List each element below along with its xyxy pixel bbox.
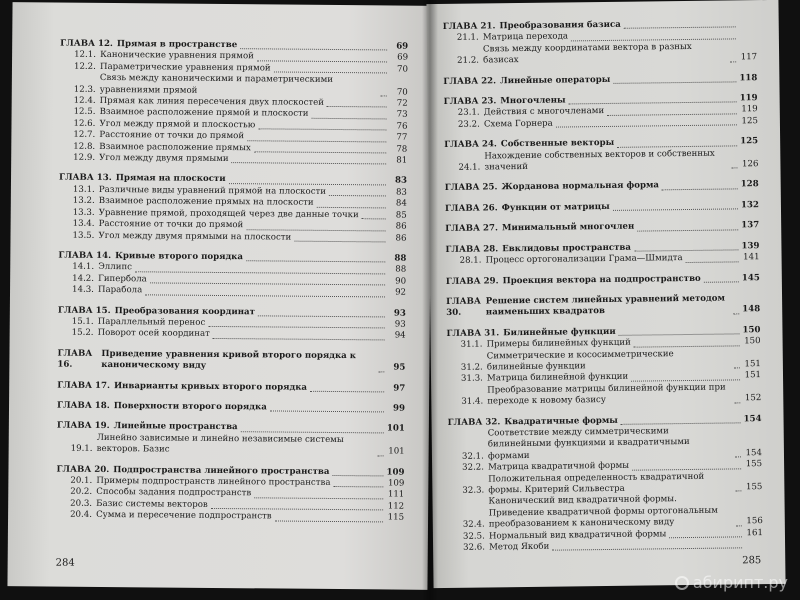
toc-leader-dots: [734, 402, 740, 403]
toc-leader-dots: [254, 497, 383, 499]
toc-leader-dots: [736, 525, 742, 526]
toc-entry-number: 23.2.: [457, 119, 480, 130]
toc-entry-page: 97: [393, 383, 406, 394]
toc-entry-number: ГЛАВА 25.: [444, 182, 498, 194]
toc-entry-number: ГЛАВА 29.: [445, 275, 499, 287]
toc-leader-dots: [254, 151, 386, 153]
toc-entry-number: ГЛАВА 15.: [57, 305, 111, 316]
toc-leader-dots: [734, 368, 740, 369]
toc-entry-page: 69: [396, 41, 409, 52]
toc-entry-page: 73: [396, 109, 408, 121]
toc-chapter: [446, 273, 760, 288]
toc-leader-dots: [731, 168, 737, 169]
toc-leader-dots: [145, 294, 385, 297]
toc-entry-title: Нахождение собственных векторов и собственных значений: [484, 148, 715, 173]
toc-leader-dots: [730, 61, 736, 62]
toc-entry-number: 14.1.: [72, 262, 95, 273]
toc-entry-title: Действия с многочленами: [483, 106, 605, 118]
watermark: [675, 573, 788, 592]
toc-leader-dots: [257, 60, 387, 62]
toc-entry-number: 13.5.: [72, 230, 95, 241]
toc-chapter: [446, 293, 760, 320]
toc-section: [58, 328, 406, 342]
toc-leader-dots: [669, 536, 742, 538]
toc-left: [56, 39, 408, 525]
toc-leader-dots: [240, 49, 387, 51]
toc-entry-number: 12.1.: [74, 50, 97, 61]
toc-leader-dots: [607, 113, 737, 116]
toc-section: [58, 230, 406, 244]
toc-entry-page: 111: [387, 489, 405, 501]
toc-leader-dots: [232, 163, 387, 165]
toc-entry-number: 15.2.: [71, 328, 94, 339]
toc-entry-title: Базис системы векторов: [96, 498, 208, 510]
toc-entry-title: Взаимное расположение прямых: [99, 141, 251, 153]
toc-leader-dots: [686, 261, 739, 263]
toc-entry-title: Решение систем линейных уравнений методом наименьших квадратов: [485, 293, 725, 318]
toc-entry-number: 32.4.: [462, 519, 485, 530]
toc-leader-dots: [634, 249, 738, 251]
toc-entry-title: Расстояние от точки до прямой: [99, 130, 245, 142]
toc-entry-page: 109: [387, 478, 405, 489]
toc-entry-page: 70: [396, 87, 408, 98]
toc-entry-title: Линейные операторы: [500, 74, 611, 86]
toc-chapter: [57, 401, 405, 415]
toc-leader-dots: [329, 195, 386, 196]
toc-entry-title: Линейные пространства: [113, 421, 238, 433]
toc-leader-dots: [378, 371, 384, 372]
toc-entry-number: ГЛАВА 20.: [56, 464, 110, 475]
toc-entry-title: Жорданова нормальная форма: [501, 180, 660, 193]
toc-entry-page: 154: [745, 447, 763, 459]
toc-entry-page: 93: [394, 319, 406, 330]
book-spine-shadow: [422, 0, 438, 600]
toc-entry-title: Прямая в пространстве: [116, 39, 238, 51]
toc-entry-title: Нормальный вид квадратичной формы: [488, 528, 667, 542]
toc-entry-page: 161: [746, 527, 763, 538]
toc-entry-page: 117: [740, 52, 758, 63]
toc-entry-page: 152: [744, 393, 762, 404]
toc-entry-number: ГЛАВА 31.: [446, 328, 500, 339]
toc-entry-number: ГЛАВА 14.: [58, 250, 112, 261]
toc-section: [56, 510, 404, 524]
toc-section: [58, 285, 406, 299]
toc-entry-page: 115: [387, 512, 405, 523]
toc-leader-dots: [617, 145, 737, 147]
toc-entry-title: Минимальный многочлен: [501, 221, 635, 234]
toc-leader-dots: [246, 261, 385, 263]
toc-entry-title: Преобразование матрицы билинейной функции при переходе к новому базису: [487, 382, 726, 407]
toc-entry-number: 24.1.: [458, 162, 481, 173]
toc-section: [447, 348, 761, 375]
toc-leader-dots: [631, 379, 740, 381]
toc-leader-dots: [311, 118, 386, 120]
toc-entry-number: 23.1.: [457, 107, 480, 119]
toc-entry-page: 125: [741, 115, 758, 127]
toc-chapter: [57, 380, 405, 394]
toc-leader-dots: [310, 391, 384, 393]
toc-entry-number: 12.2.: [73, 61, 96, 72]
toc-entry-number: 31.3.: [460, 373, 483, 385]
toc-entry-title: Прямая как линия пересечения двух плоскостей: [99, 95, 325, 108]
toc-leader-dots: [637, 229, 738, 231]
toc-entry-page: 77: [396, 132, 408, 143]
toc-leader-dots: [624, 27, 736, 29]
toc-entry-number: 32.5.: [462, 531, 485, 542]
toc-leader-dots: [662, 188, 738, 190]
toc-entry-number: 31.4.: [461, 396, 484, 407]
toc-entry-number: ГЛАВА 26.: [444, 203, 498, 214]
toc-section: [57, 432, 405, 458]
toc-entry-page: 99: [393, 403, 406, 414]
toc-entry-title: Параллельный перенос: [97, 316, 206, 328]
toc-section: [448, 425, 762, 463]
toc-entry-number: ГЛАВА 13.: [58, 173, 112, 184]
toc-entry-title: Матрица квадратичной формы: [488, 460, 630, 473]
toc-leader-dots: [246, 229, 385, 231]
toc-entry-page: 88: [395, 264, 407, 275]
toc-entry-title: Матрица перехода: [482, 31, 569, 43]
toc-entry-number: ГЛАВА 23.: [443, 96, 497, 108]
toc-entry-number: 20.3.: [70, 498, 93, 509]
toc-entry-page: 78: [396, 144, 408, 155]
page-number-left: 284: [55, 557, 75, 569]
toc-entry-page: 88: [394, 253, 407, 264]
toc-entry-page: 70: [397, 64, 409, 75]
toc-entry-page: 156: [746, 516, 763, 527]
toc-entry-page: 154: [743, 413, 762, 424]
toc-entry-title: Приведение уравнения кривой второго порядка к каноническому виду: [101, 348, 356, 372]
toc-entry-page: 145: [741, 272, 760, 283]
toc-chapter: [445, 180, 759, 195]
toc-leader-dots: [208, 326, 384, 329]
toc-entry-page: 93: [393, 308, 406, 319]
toc-entry-number: 12.6.: [73, 118, 96, 129]
toc-entry-number: 20.4.: [70, 509, 93, 521]
toc-entry-page: 155: [745, 459, 763, 470]
toc-entry-page: 137: [741, 220, 760, 231]
toc-entry-title: Сумма и пересечение подпространств: [96, 510, 272, 522]
toc-entry-page: 85: [395, 210, 407, 221]
toc-entry-page: 139: [741, 240, 760, 252]
toc-section: [444, 116, 758, 131]
toc-entry-page: 151: [744, 370, 762, 381]
toc-entry-title: Поверхности второго порядка: [113, 401, 267, 413]
toc-entry-number: 21.1.: [456, 32, 479, 44]
toc-entry-title: Эллипс: [98, 262, 133, 273]
toc-entry-title: Инварианты кривых второго порядка: [113, 380, 308, 393]
toc-section: [447, 382, 761, 409]
toc-entry-page: 84: [395, 198, 407, 209]
toc-entry-number: 12.8.: [73, 141, 96, 152]
toc-entry-number: ГЛАВА 28.: [445, 244, 499, 255]
toc-entry-number: 32.3.: [462, 485, 485, 496]
toc-entry-title: Примеры билинейных функций: [486, 337, 631, 350]
toc-section: [449, 539, 763, 554]
toc-entry-title: Взаимное расположение прямых на плоскости: [98, 196, 314, 209]
toc-leader-dots: [735, 457, 741, 458]
toc-entry-number: 12.3.: [73, 84, 96, 95]
toc-chapter: [445, 220, 759, 235]
toc-leader-dots: [294, 241, 385, 243]
toc-entry-page: 95: [393, 362, 406, 373]
toc-entry-page: 132: [740, 200, 759, 211]
toc-entry-title: Преобразования координат: [114, 305, 256, 317]
toc-entry-title: Различные виды уравнений прямой на плоскости: [98, 184, 327, 197]
toc-entry-page: 86: [395, 221, 407, 232]
toc-entry-number: 12.5.: [73, 107, 96, 118]
toc-entry-page: 112: [387, 501, 405, 512]
toc-leader-dots: [621, 422, 741, 424]
toc-chapter: [57, 348, 405, 374]
toc-entry-number: 32.2.: [462, 462, 485, 473]
toc-entry-page: 101: [388, 446, 405, 457]
toc-leader-dots: [733, 313, 739, 314]
toc-entry-title: Симметрические и кососимметрические билинейные функции: [486, 348, 674, 373]
toc-leader-dots: [211, 508, 383, 511]
toc-right: [443, 18, 763, 554]
toc-entry-number: ГЛАВА 19.: [56, 420, 110, 432]
page-number-right: 285: [742, 555, 762, 567]
toc-entry-page: 92: [395, 287, 407, 298]
toc-entry-number: 28.1.: [459, 255, 482, 266]
toc-entry-title: Угол между двумя прямыми: [99, 153, 229, 165]
toc-entry-page: 94: [394, 330, 406, 341]
toc-entry-page: 101: [386, 423, 405, 434]
toc-entry-number: 12.7.: [73, 129, 96, 141]
toc-entry-page: 119: [741, 104, 758, 115]
toc-entry-title: Канонический вид квадратичной формы. Приведение квадратичной формы ортогональным преобразованием к каноническому виду: [488, 494, 718, 530]
toc-entry-title: Квадратичные формы: [504, 415, 618, 427]
toc-entry-page: 119: [739, 93, 758, 104]
toc-entry-page: 86: [395, 233, 407, 244]
toc-entry-number: 13.4.: [72, 218, 95, 229]
toc-leader-dots: [241, 431, 384, 433]
toc-entry-number: ГЛАВА 21.: [442, 21, 496, 32]
toc-leader-dots: [632, 468, 741, 470]
toc-section: [444, 148, 758, 175]
toc-entry-number: 20.1.: [70, 475, 93, 486]
toc-leader-dots: [619, 333, 740, 335]
toc-leader-dots: [317, 207, 386, 209]
toc-entry-page: 90: [395, 276, 407, 287]
toc-entry-page: 118: [739, 72, 758, 83]
toc-entry-page: 81: [396, 155, 408, 166]
toc-entry-title: Собственные векторы: [500, 138, 615, 150]
toc-entry-title: Поворот осей координат: [97, 328, 210, 340]
toc-leader-dots: [378, 455, 384, 456]
toc-entry-number: ГЛАВА 18.: [56, 400, 110, 412]
toc-entry-title: Прямая на плоскости: [115, 173, 226, 185]
toc-entry-title: Связь между координатами вектора в разных базисах: [482, 41, 692, 66]
toc-entry-number: 32.1.: [461, 451, 484, 462]
toc-entry-number: ГЛАВА 24.: [444, 139, 497, 151]
toc-leader-dots: [613, 81, 736, 84]
toc-section: [60, 73, 408, 99]
toc-entry-number: 20.2.: [70, 487, 93, 498]
toc-entry-title: Функции от матрицы: [501, 201, 610, 214]
toc-entry-title: Билинейные функции: [503, 326, 616, 338]
toc-section: [448, 494, 762, 532]
toc-leader-dots: [332, 475, 383, 476]
toc-entry-page: 151: [744, 359, 761, 370]
toc-leader-dots: [552, 548, 742, 551]
toc-entry-title: Параметрические уравнения прямой: [99, 61, 271, 74]
toc-entry-title: Проекция вектора на подпространство: [502, 273, 701, 286]
toc-entry-page: 128: [740, 179, 759, 190]
toc-entry-page: 141: [743, 252, 760, 263]
toc-chapter: [443, 73, 757, 88]
toc-entry-page: 155: [745, 482, 763, 493]
toc-entry-title: Примеры подпространств линейного пространства: [96, 475, 331, 488]
toc-entry-title: Схема Горнера: [483, 118, 553, 130]
toc-entry-title: Расстояние от точки до прямой: [98, 219, 244, 231]
right-page: [426, 0, 785, 588]
toc-entry-title: Процесс ортогонализации Грама—Шмидта: [485, 253, 683, 266]
toc-entry-title: Угол между двумя прямыми на плоскости: [98, 230, 292, 243]
toc-entry-title: Уравнение прямой, проходящей через две данные точки: [98, 207, 359, 220]
toc-entry-title: Канонические уравнения прямой: [100, 50, 254, 62]
toc-leader-dots: [735, 491, 741, 492]
left-page: [7, 2, 432, 590]
toc-entry-page: 76: [396, 121, 408, 132]
toc-entry-title: Многочлены: [500, 95, 566, 107]
toc-entry-number: 14.2.: [72, 273, 95, 284]
watermark-logo-icon: [675, 576, 689, 590]
toc-entry-title: Матрица билинейной функции: [486, 372, 629, 384]
toc-entry-page: 150: [742, 324, 761, 336]
toc-entry-page: 69: [397, 52, 409, 64]
toc-entry-title: Соответствие между симметрическими билинейными функциями и квадратичными формами: [487, 426, 690, 462]
toc-entry-number: 13.3.: [72, 207, 95, 218]
toc-entry-title: Способы задания подпространств: [96, 487, 252, 499]
toc-entry-number: ГЛАВА 22.: [443, 75, 497, 87]
toc-entry-number: 21.2.: [457, 55, 480, 67]
toc-section: [443, 41, 757, 68]
toc-entry-page: 72: [396, 98, 408, 109]
toc-entry-title: Взаимное расположение прямой и плоскости: [99, 107, 309, 120]
toc-leader-dots: [275, 520, 383, 522]
toc-leader-dots: [270, 411, 384, 413]
toc-entry-title: Связь между каноническими и параметрическими уравнениями прямой: [99, 73, 334, 96]
toc-leader-dots: [229, 183, 386, 185]
toc-leader-dots: [381, 95, 387, 96]
toc-leader-dots: [274, 72, 387, 74]
toc-leader-dots: [258, 129, 386, 131]
toc-leader-dots: [333, 486, 383, 487]
toc-entry-page: 126: [741, 159, 759, 170]
toc-chapter: [445, 200, 759, 215]
toc-entry-number: ГЛАВА 16.: [57, 348, 93, 370]
toc-entry-title: Парабола: [98, 285, 143, 296]
watermark-text: абирипт.ру: [692, 573, 788, 592]
toc-entry-title: Гипербола: [98, 273, 147, 285]
toc-entry-number: 13.2.: [72, 195, 95, 207]
toc-leader-dots: [213, 338, 385, 340]
toc-entry-title: Подпространства линейного пространства: [113, 464, 330, 477]
toc-entry-number: 15.1.: [71, 316, 94, 327]
toc-entry-number: ГЛАВА 12.: [60, 38, 113, 50]
toc-entry-page: 83: [394, 175, 408, 187]
toc-entry-number: ГЛАВА 32.: [447, 416, 501, 428]
toc-entry-number: 32.6.: [463, 542, 486, 553]
toc-leader-dots: [634, 345, 740, 347]
toc-section: [446, 252, 760, 267]
toc-entry-number: ГЛАВА 17.: [57, 380, 111, 391]
toc-entry-number: 14.3.: [72, 284, 94, 296]
toc-entry-title: Кривые второго порядка: [115, 250, 244, 263]
toc-leader-dots: [258, 315, 385, 317]
toc-entry-title: Евклидовы пространства: [502, 242, 632, 254]
toc-entry-number: 12.9.: [73, 152, 96, 163]
toc-entry-page: 148: [742, 304, 761, 315]
toc-entry-title: Линейно зависимые и линейно независимые системы векторов. Базис: [96, 432, 344, 455]
toc-section: [59, 153, 407, 167]
toc-entry-title: Преобразования базиса: [499, 19, 621, 32]
toc-entry-number: 19.1.: [70, 443, 93, 455]
toc-entry-page: 125: [740, 136, 759, 147]
toc-entry-number: 12.4.: [73, 95, 96, 106]
toc-entry-title: Метод Якоби: [489, 541, 550, 553]
toc-leader-dots: [327, 106, 387, 108]
toc-leader-dots: [362, 218, 386, 219]
toc-entry-page: 109: [386, 467, 405, 478]
toc-entry-page: 150: [744, 336, 761, 347]
toc-entry-title: Угол между прямой и плоскостью: [99, 118, 256, 131]
toc-leader-dots: [704, 281, 739, 282]
toc-leader-dots: [556, 125, 737, 128]
toc-leader-dots: [247, 140, 386, 142]
toc-entry-page: 83: [395, 187, 407, 198]
toc-entry-number: ГЛАВА 30.: [446, 296, 481, 319]
toc-leader-dots: [613, 209, 738, 212]
toc-entry-number: 31.1.: [460, 339, 483, 350]
toc-entry-number: 31.2.: [460, 362, 483, 373]
toc-entry-title: Положительная определенность квадратичной формы. Критерий Сильвестра: [488, 471, 705, 496]
toc-entry-number: 13.1.: [72, 184, 95, 195]
toc-entry-number: ГЛАВА 27.: [445, 223, 499, 235]
